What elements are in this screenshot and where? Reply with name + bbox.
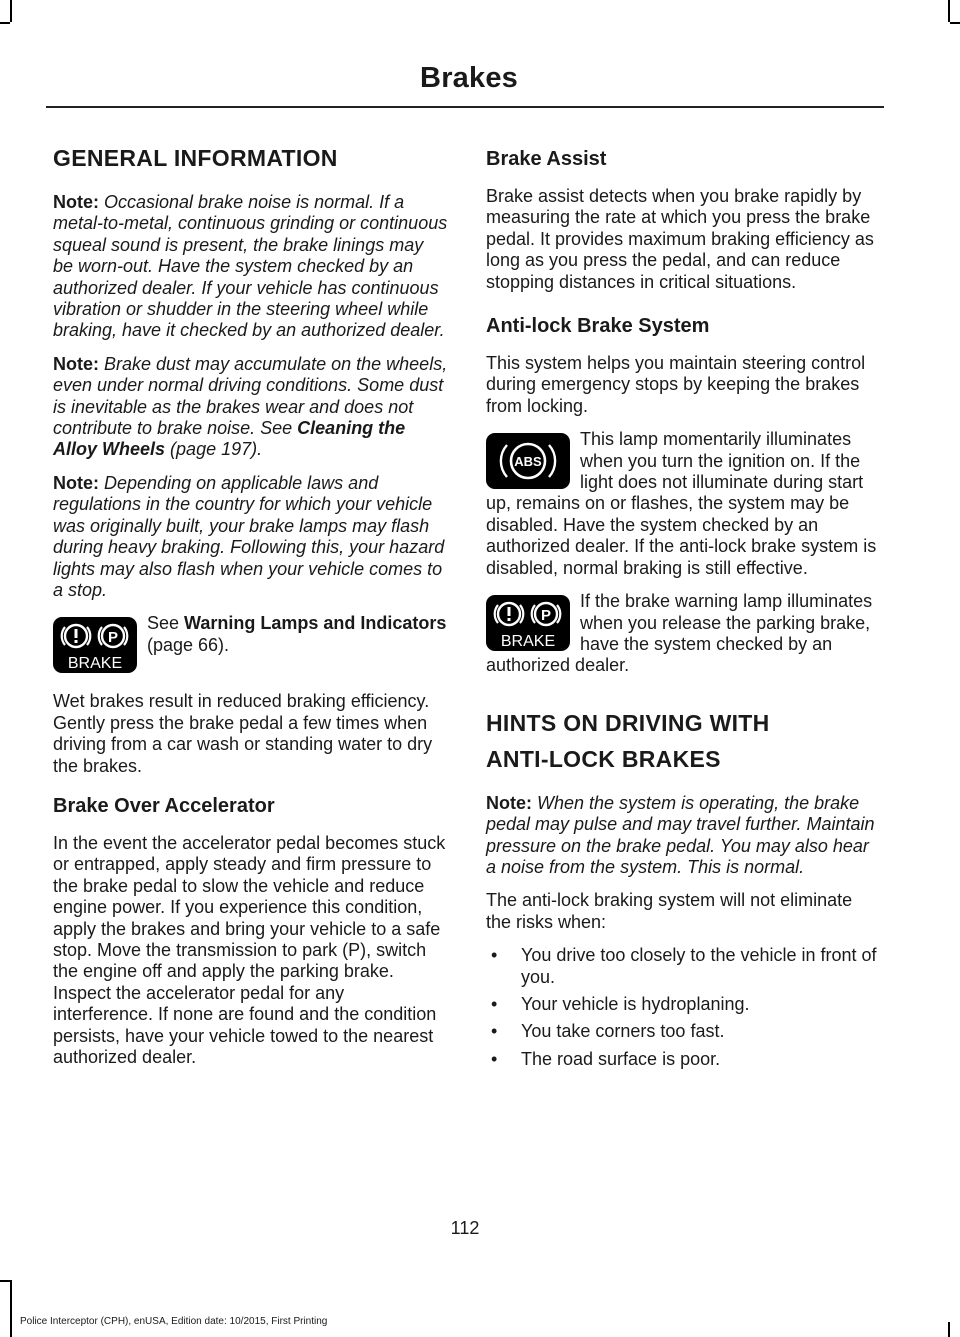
- brake-icon-label: BRAKE: [500, 633, 556, 651]
- page-reference: (page 66).: [147, 634, 230, 655]
- body-paragraph: The anti-lock braking system will not eliminate the risks when:: [486, 890, 853, 932]
- brake-icon-label: BRAKE: [67, 655, 123, 673]
- note-text: Occasional brake noise is normal. If a metal-to-metal, continuous grinding or continuous squeal sound is present, the brake linings may be worn-out. Have the system checked by an authorized dealer. If your vehicle has continuous vibration or shudder in the steering wheel while braking, have it checked by an authorized dealer.: [53, 192, 448, 341]
- cross-reference-link[interactable]: Cleaning the Alloy Wheels: [53, 418, 406, 460]
- abs-icon: [486, 433, 570, 489]
- abs-lamp-block: [486, 429, 881, 579]
- page-title: Brakes: [420, 62, 518, 94]
- note-text: Depending on applicable laws and regulations in the country for which your vehicle was originally built, your brake lamps may flash during heavy braking. Following this, your hazard lights may also flash when your vehicle comes to a stop.: [53, 472, 445, 600]
- note-paragraph: [53, 192, 448, 342]
- body-paragraph: This system helps you maintain steering control during emergency stops by keeping the brakes from locking.: [486, 353, 866, 416]
- subsection-heading: Brake Over Accelerator: [53, 794, 275, 817]
- section-heading: GENERAL INFORMATION: [53, 145, 338, 171]
- page-number: 112: [450, 1218, 480, 1238]
- svg-text:P: P: [540, 607, 552, 625]
- page-reference: (page 197).: [170, 439, 263, 460]
- svg-text:P: P: [107, 629, 119, 647]
- crop-mark: [10, 1280, 12, 1337]
- body-paragraph: If the brake warning lamp illuminates when you release the parking brake, have the system checked by an authorized dealer.: [486, 591, 873, 676]
- subsection-heading: Brake Assist: [486, 148, 607, 170]
- list-item: • The road surface is poor.: [486, 1049, 881, 1070]
- note-paragraph: [486, 793, 881, 879]
- note-label: Note:: [53, 472, 99, 493]
- abs-icon-label: ABS: [514, 454, 542, 470]
- crop-mark: [950, 22, 960, 24]
- note-text: When the system is operating, the brake pedal may pulse and may travel further. Maintain pressure on the brake pedal. You may also hear a noise from the system. This is normal.: [486, 792, 875, 877]
- lamp-reference: [53, 613, 448, 685]
- brake-lamp-block: [486, 591, 881, 677]
- risks-list: [486, 945, 881, 1070]
- body-paragraph: Wet brakes result in reduced braking efficiency. Gently press the brake pedal a few times when driving from a car wash or standing water to dry the brakes.: [53, 691, 433, 776]
- header-divider: [46, 106, 884, 108]
- list-item: • You drive too closely to the vehicle in front of you.: [486, 945, 881, 988]
- crop-mark: [0, 1280, 10, 1282]
- cross-reference-link[interactable]: Warning Lamps and Indicators: [184, 613, 447, 634]
- right-column: [486, 146, 881, 1076]
- note-paragraph: [53, 473, 448, 601]
- left-column: [53, 140, 448, 1080]
- note-label: Note:: [53, 192, 99, 212]
- note-paragraph: [53, 354, 448, 461]
- section-heading: HINTS ON DRIVING WITH ANTI-LOCK BRAKES: [486, 709, 770, 772]
- body-paragraph: In the event the accelerator pedal becomes stuck or entrapped, apply steady and firm pressure to the brake pedal to slow the vehicle and reduce engine power. If you experience this condition, apply the brakes and bring your vehicle to a safe stop. Move the transmission to park (P), switch the engine off and apply the parking brake. Inspect the accelerator pedal for any interference. If none are found and the condition persists, have your vehicle towed to the nearest authorized dealer.: [53, 832, 446, 1067]
- note-label: Note:: [53, 353, 99, 374]
- crop-mark: [948, 1322, 950, 1337]
- list-item: • Your vehicle is hydroplaning.: [486, 994, 881, 1015]
- note-label: Note:: [486, 792, 532, 813]
- crop-mark: [0, 22, 10, 24]
- body-paragraph: This lamp momentarily illuminates when you turn the ignition on. If the light does not illuminate during start up, remains on or flashes, the system may be disabled. Have the system checked by an authorized dealer. If the anti-lock brake system is disabled, normal braking is still effective.: [486, 429, 877, 578]
- body-paragraph: Brake assist detects when you brake rapidly by measuring the rate at which you press the brake pedal. It provides maximum braking efficiency as long as you press the pedal, and can reduce stopping distances in critical situations.: [486, 186, 874, 292]
- brake-warning-icon: [486, 595, 570, 651]
- crop-mark: [10, 0, 12, 22]
- crop-mark: [948, 0, 950, 22]
- brake-warning-icon: [53, 617, 137, 673]
- list-item: • You take corners too fast.: [486, 1021, 881, 1042]
- see-label: See: [147, 613, 180, 634]
- note-text: Brake dust may accumulate on the wheels, even under normal driving conditions. Some dust is inevitable as the brakes wear and does not contribute to brake noise. See: [53, 353, 448, 439]
- footer-text: Police Interceptor (CPH), enUSA, Edition date: 10/2015, First Printing: [20, 1316, 328, 1327]
- subsection-heading: Anti-lock Brake System: [486, 315, 710, 338]
